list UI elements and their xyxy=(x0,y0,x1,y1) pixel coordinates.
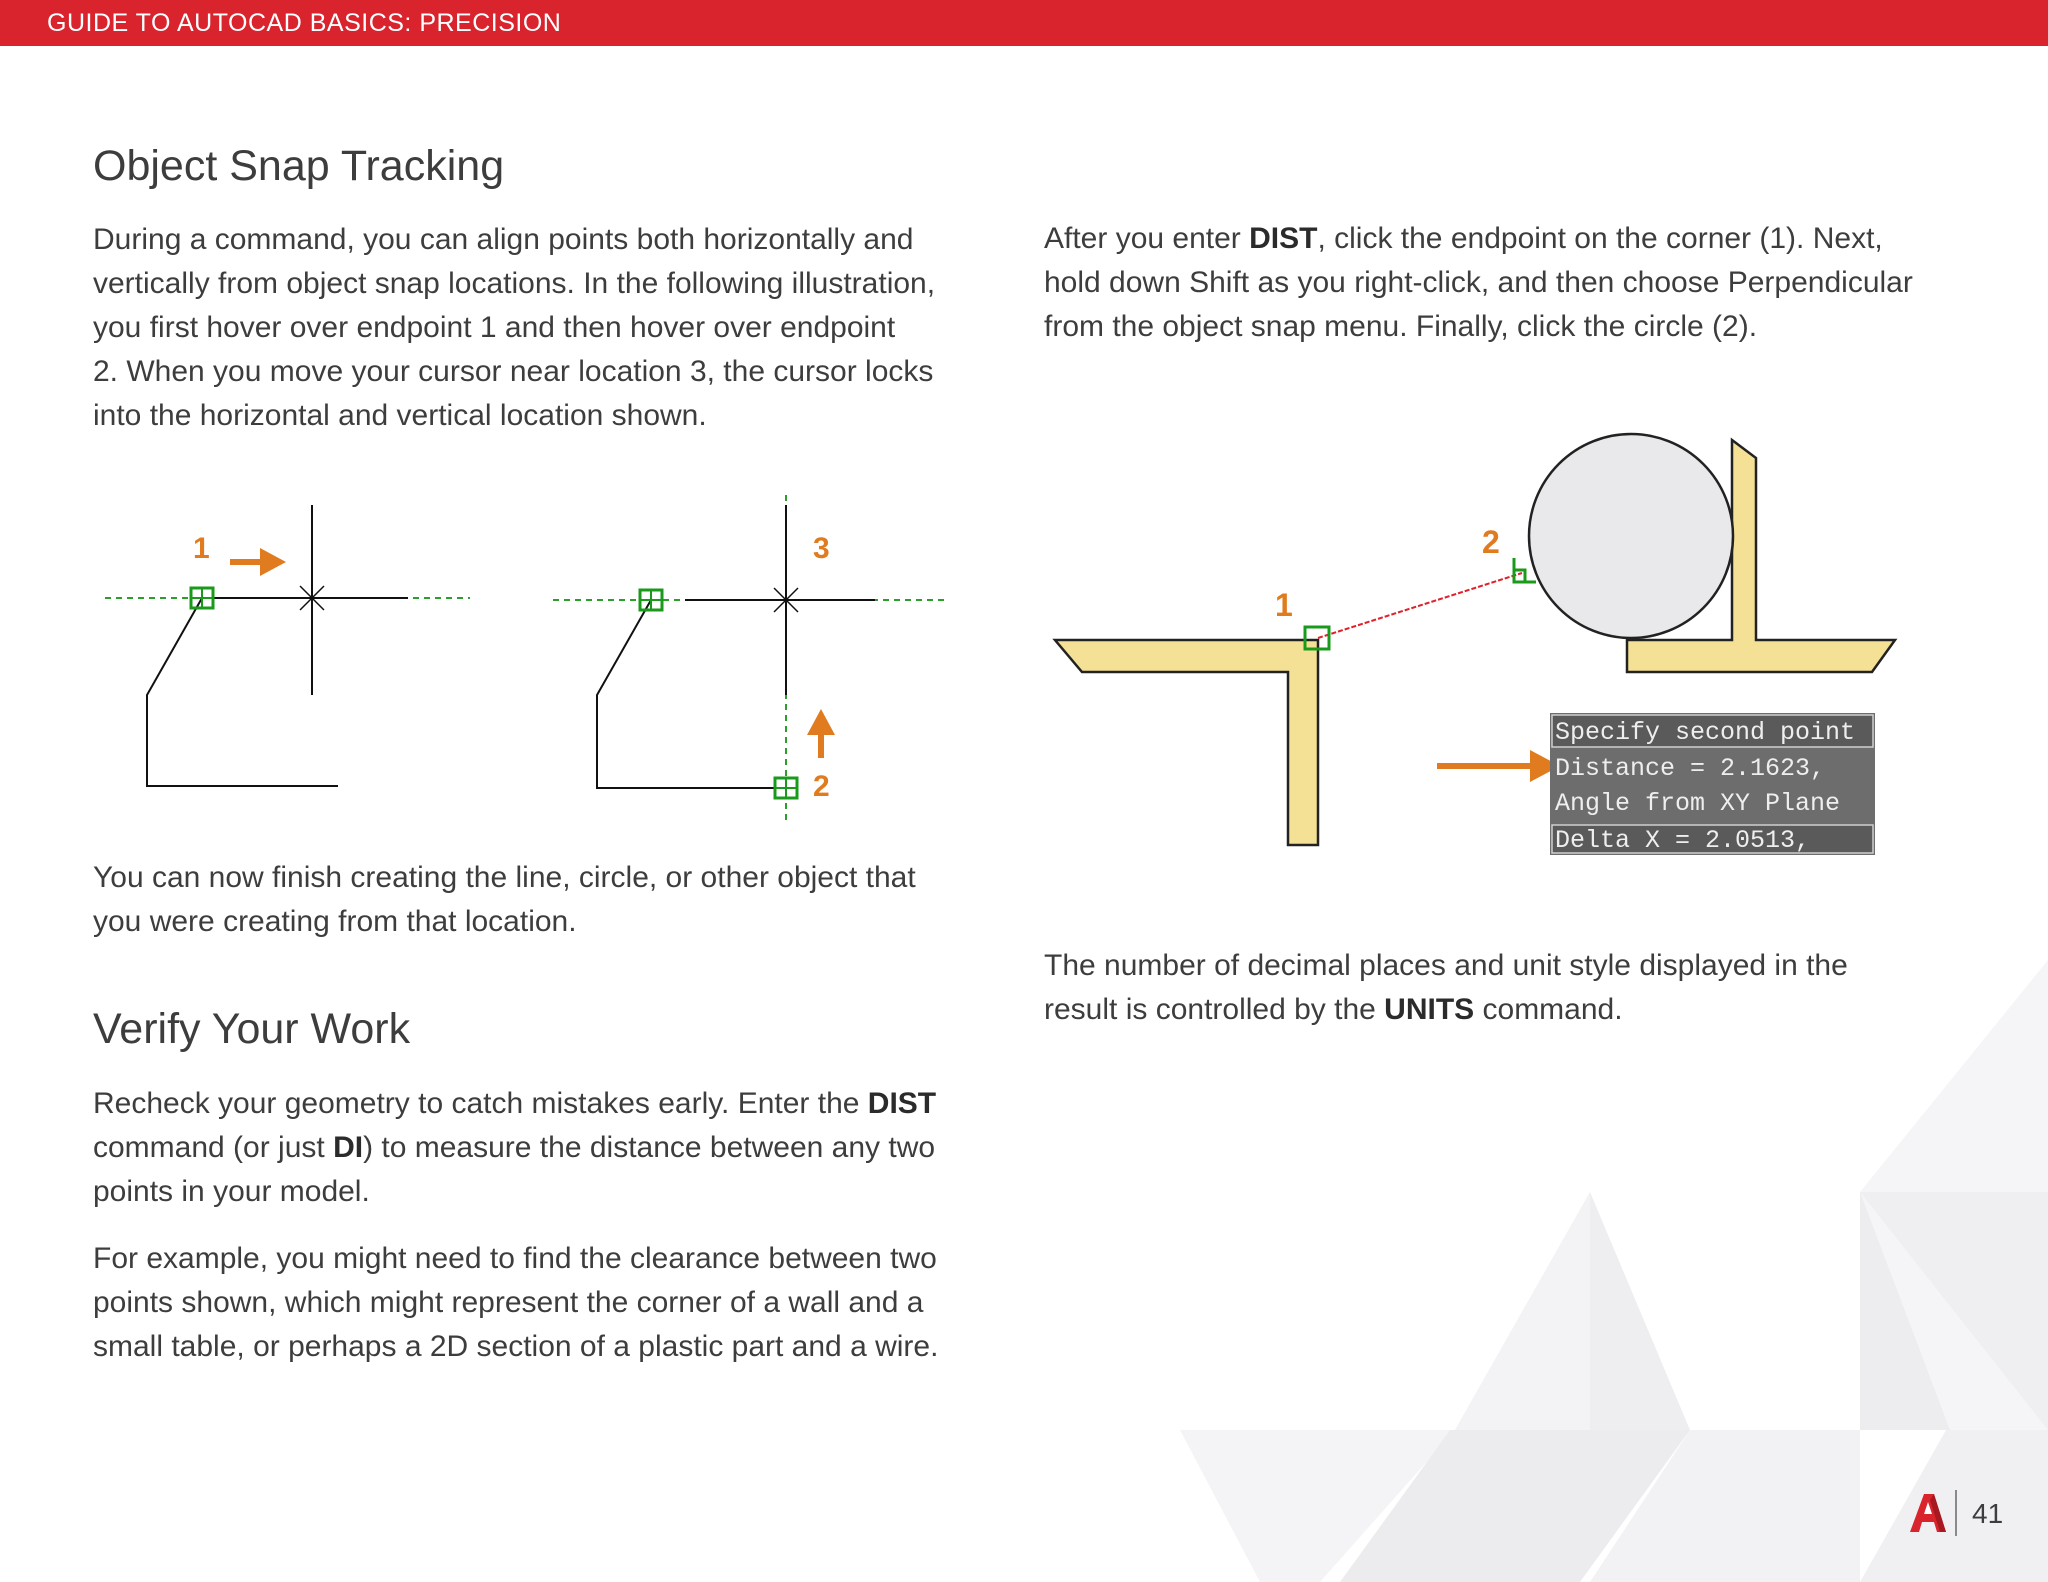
text-run: result is controlled by the xyxy=(1044,993,1385,1026)
measurement-line xyxy=(1318,573,1522,638)
dist-instructions-paragraph xyxy=(1044,217,1984,349)
section-heading-object-snap-tracking: Object Snap Tracking xyxy=(93,142,505,190)
footer-divider xyxy=(1955,1490,1957,1536)
dist-measurement-illustration xyxy=(1050,430,1900,870)
text-line: you first hover over endpoint 1 and then hover over endpoint xyxy=(93,311,896,344)
orange-arrow-right xyxy=(1437,750,1560,782)
intro-paragraph xyxy=(93,218,973,438)
tooltip-line: Delta X = 2.0513, xyxy=(1555,826,1811,855)
text-run: , click the endpoint on the corner (1). Next, xyxy=(1317,222,1883,255)
text-line: 2. When you move your cursor near location 3, the cursor locks xyxy=(93,355,934,388)
endpoint-label-1: 1 xyxy=(193,532,210,565)
verify-paragraph xyxy=(93,1082,973,1214)
example-paragraph xyxy=(93,1237,993,1369)
text-line: The number of decimal places and unit style displayed in the xyxy=(1044,949,1848,982)
text-line: from the object snap menu. Finally, click the circle (2). xyxy=(1044,310,1758,343)
wall-corner-shape xyxy=(1055,640,1318,845)
orange-arrow-up xyxy=(807,709,835,758)
text-run: command. xyxy=(1474,993,1623,1026)
tooltip-line: Distance = 2.1623, xyxy=(1555,754,1826,783)
text-line: vertically from object snap locations. In the following illustration, xyxy=(93,267,936,300)
text-line: points shown, which might represent the corner of a wall and a xyxy=(93,1286,924,1319)
text-line: small table, or perhaps a 2D section of a plastic part and a wire. xyxy=(93,1330,939,1363)
text-line: hold down Shift as you right-click, and then choose Perpendicular xyxy=(1044,266,1913,299)
tracking-panel-right xyxy=(553,495,945,820)
units-paragraph xyxy=(1044,944,1984,1032)
finish-paragraph xyxy=(93,856,973,944)
orange-arrow-right xyxy=(230,548,286,576)
text-line: You can now finish creating the line, circle, or other object that xyxy=(93,861,916,894)
section-heading-verify-your-work: Verify Your Work xyxy=(93,1005,411,1053)
text-run: Recheck your geometry to catch mistakes early. Enter the xyxy=(93,1087,868,1120)
page-number: 41 xyxy=(1972,1498,2004,1529)
text-line: you were creating from that location. xyxy=(93,905,577,938)
endpoint-label-2: 2 xyxy=(813,770,830,803)
point-label-2: 2 xyxy=(1482,524,1500,560)
units-command: UNITS xyxy=(1384,993,1475,1026)
dist-command: DIST xyxy=(1249,222,1318,255)
text-run: ) to measure the distance between any two xyxy=(363,1131,936,1164)
tooltip-line: Angle from XY Plane xyxy=(1555,789,1841,818)
tooltip-line: Specify second point xyxy=(1555,718,1856,747)
circle-shape xyxy=(1529,434,1733,638)
header-title: GUIDE TO AUTOCAD BASICS: PRECISION xyxy=(47,9,562,37)
text-line: For example, you might need to find the clearance between two xyxy=(93,1242,937,1275)
dist-command: DIST xyxy=(867,1087,937,1120)
text-line: into the horizontal and vertical location shown. xyxy=(93,399,707,432)
location-label-3: 3 xyxy=(813,532,830,565)
text-run: After you enter xyxy=(1044,222,1250,255)
di-command: DI xyxy=(333,1131,364,1164)
text-line: During a command, you can align points both horizontally and xyxy=(93,223,914,256)
point-label-1: 1 xyxy=(1275,587,1293,623)
dist-result-tooltip xyxy=(1550,713,1875,855)
header-bar xyxy=(0,0,2048,46)
tracking-panel-left xyxy=(105,505,470,786)
snap-tracking-illustration xyxy=(100,490,960,830)
autocad-logo-icon xyxy=(1908,1490,1948,1536)
text-run: points in your model. xyxy=(93,1175,370,1208)
text-run: command (or just xyxy=(93,1131,334,1164)
